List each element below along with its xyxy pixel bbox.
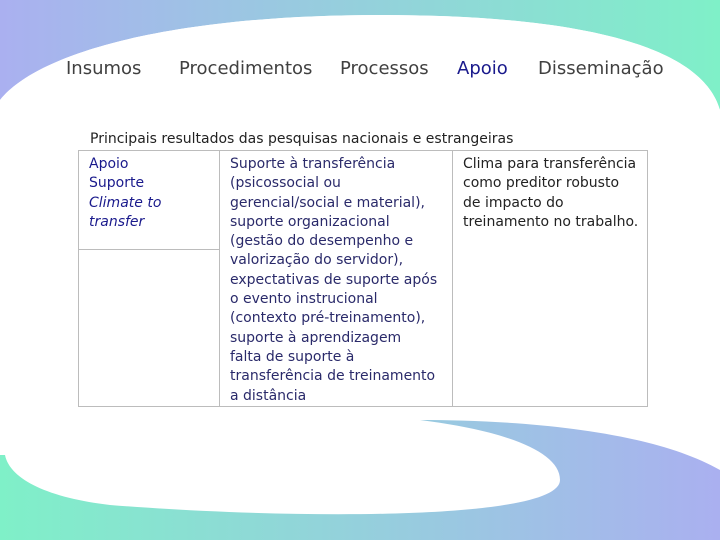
page-subtitle: Principais resultados das pesquisas nacionais e estrangeiras xyxy=(90,131,514,147)
table-cell-topic xyxy=(89,155,161,232)
nav-item-insumos[interactable]: Insumos xyxy=(66,58,142,79)
cell-line: Apoio xyxy=(89,156,129,172)
cell-line: expectativas de suporte após xyxy=(230,271,438,288)
table-cell-results xyxy=(463,155,638,232)
cell-line: Suporte à transferência xyxy=(230,156,396,172)
column-divider xyxy=(219,151,220,406)
nav-item-disseminacao[interactable]: Disseminação xyxy=(538,58,664,79)
nav-item-procedimentos[interactable]: Procedimentos xyxy=(179,58,313,79)
cell-line-italic: Climate to xyxy=(89,194,162,211)
cell-line: treinamento no trabalho. xyxy=(463,213,639,230)
cell-line: transferência de treinamento xyxy=(230,368,436,385)
cell-line: o evento instrucional xyxy=(230,291,378,308)
column-divider xyxy=(452,151,453,406)
cell-line: de impacto do xyxy=(463,194,564,211)
cell-line: (psicossocial ou xyxy=(230,175,341,192)
cell-line: falta de suporte à xyxy=(230,348,355,365)
cell-line: (gestão do desempenho e xyxy=(230,233,414,250)
cell-line: a distância xyxy=(230,387,307,404)
cell-line: gerencial/social e material), xyxy=(230,194,425,211)
cell-line: suporte à aprendizagem xyxy=(230,329,402,346)
cell-line: como preditor robusto xyxy=(463,175,620,192)
cell-line: Clima para transferência xyxy=(463,156,637,172)
cell-line: valorização do servidor), xyxy=(230,252,404,269)
nav-item-processos[interactable]: Processos xyxy=(340,58,429,79)
cell-line-italic: transfer xyxy=(89,213,145,230)
results-table xyxy=(78,150,648,407)
bottom-swoosh xyxy=(0,420,720,540)
nav-item-apoio[interactable]: Apoio xyxy=(457,58,508,79)
cell-line: (contexto pré-treinamento), xyxy=(230,310,426,327)
cell-line: Suporte xyxy=(89,175,145,192)
cell-line: suporte organizacional xyxy=(230,213,390,230)
row-divider xyxy=(79,249,219,250)
table-cell-variables xyxy=(230,155,437,406)
